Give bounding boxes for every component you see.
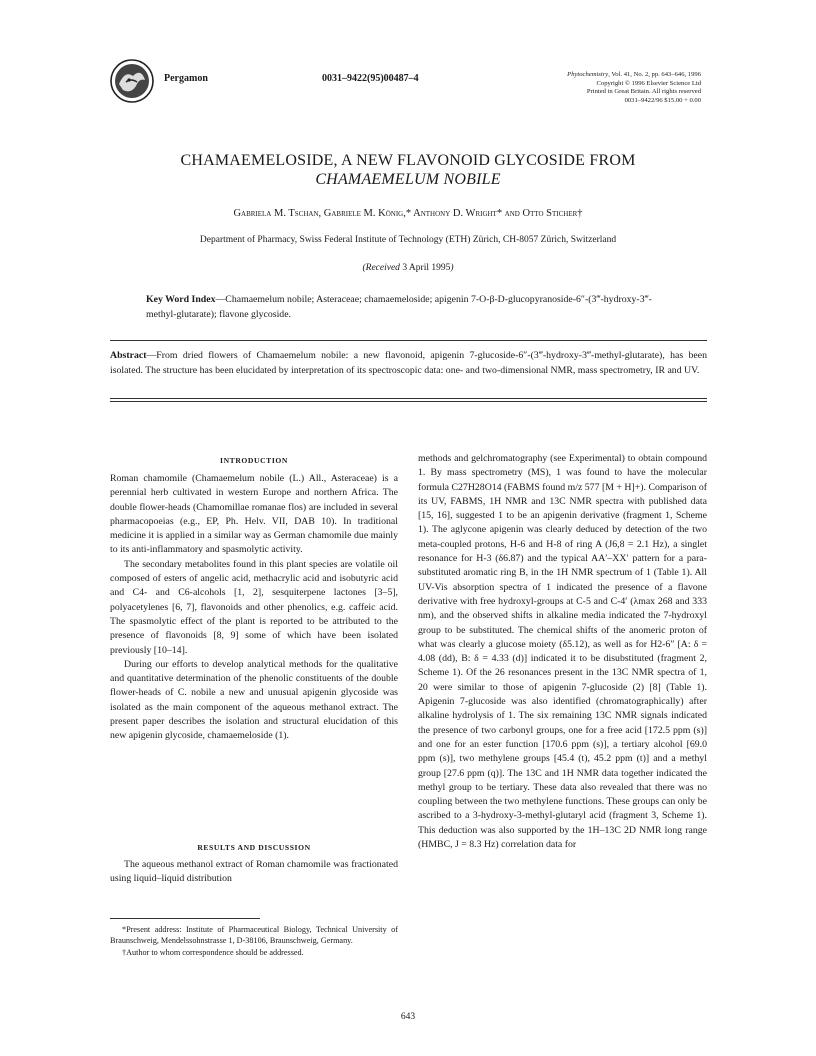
abstract-bottom-rule-2	[110, 401, 707, 402]
keyword-index	[146, 293, 668, 322]
right-column-text	[418, 452, 707, 852]
introduction-text	[110, 472, 398, 744]
title-line-1: CHAMAEMELOSIDE, A NEW FLAVONOID GLYCOSIDE FROM	[180, 152, 636, 169]
pergamon-logo-icon	[109, 58, 155, 104]
title-line-2: CHAMAEMELUM NOBILE	[315, 171, 501, 188]
paragraph: During our efforts to develop analytical methods for the qualitative and quantitative determination of the phenolic constituents of the double flower-heads of C. nobile a new and unusual apigenin glycoside was isolated as the main component of the aqueous methanol extract. The present paper describes the isolation and structural elucidation of this new apigenin glycoside, chamaemeloside (1).	[110, 658, 398, 742]
abstract-top-rule	[110, 340, 707, 341]
footnote: *Present address: Institute of Pharmaceutical Biology, Technical University of Braunschweig, Mendelssohnstrasse 1, D-38106, Braunschweig, Germany.	[110, 925, 398, 946]
article-title	[0, 151, 816, 189]
journal-name: Phytochemistry	[567, 71, 609, 78]
price-line: 0031–9422/96 $15.00 + 0.00	[624, 96, 701, 104]
footnote: †Author to whom correspondence should be addressed.	[122, 947, 304, 957]
copyright-line: Copyright © 1996 Elsevier Science Ltd	[596, 79, 701, 87]
journal-meta	[567, 71, 701, 105]
paragraph: Roman chamomile (Chamaemelum nobile (L.) All., Asteraceae) is a perennial herb cultivated in western Europe and northern Africa. The double flower-heads (Chamomillae romanae flos) are included in several pharmacopoeias (e.g., EP, Ph. Helv. VII, DAB 10). In traditional medicine it is applied in a similar way as German chamomile due mainly to its anti-inflammatory and spasmolytic activity.	[110, 473, 398, 556]
printed-line: Printed in Great Britain. All rights reserved	[586, 88, 701, 96]
affiliation: Department of Pharmacy, Swiss Federal Institute of Technology (ETH) Zürich, CH-8057 Zürich, Switzerland	[199, 235, 617, 245]
page-number: 643	[400, 1012, 416, 1022]
paragraph: The aqueous methanol extract of Roman chamomile was fractionated using liquid–liquid distribution	[110, 859, 398, 885]
keyword-label: Key Word Index	[146, 294, 216, 305]
footnote-rule	[110, 918, 260, 919]
abstract-label: Abstract	[110, 350, 147, 361]
abstract-text: —From dried flowers of Chamaemelum nobile: a new flavonoid, apigenin 7-glucoside-6″-(3‴-hydroxy-3‴-methyl-glutarate), has been isolated. The structure has been elucidated by interpretation of its spectroscopic data: one- and two-dimensional NMR, mass spectrometry, IR and UV.	[110, 350, 707, 376]
section-heading-introduction: INTRODUCTION	[220, 456, 288, 465]
paragraph: methods and gelchromatography (see Experimental) to obtain compound 1. By mass spectrometry (MS), 1 was found to have the molecular formula C27H28O14 (FABMS found m/z 577 [M + H]+). Comparison of its UV, FABMS, 1H NMR and 13C NMR spectra with published data [15, 16], suggested 1 to be an apigenin derivative (fragment 1, Scheme 1). The aglycone apigenin was clearly deduced by detection of the two meta-coupled protons, H-6 and H-8 of ring A (J6,8 = 2.1 Hz), a singlet resonance for H-3 (δ6.87) and the typical AA′–XX′ pattern for a para-substituted aromatic ring B, in the 1H NMR spectrum of 1 (Table 1). All UV-Vis absorption spectra of 1 indicated the presence of a flavone derivative with free hydroxyl-groups at C-5 and C-4′ (λmax 268 and 333 nm), and the observed shifts in alkaline media indicated the 7-hydroxyl group to be substituted. The chemical shifts of the anomeric proton of what was clearly a glucose moiety (δ5.12), as well as for H2-6″ [A: δ = 4.08 (dd), B: δ = 4.33 (d)] indicated it to be disubstituted (fragment 2, Scheme 1). Of the 26 resonances present in the 13C NMR spectra of 1, 20 were similar to those of apigenin 7-glucoside (2) [8] (Table 1). Apigenin 7-glucoside was also identified (chromatographically) after alkaline hydrolysis of 1. The six remaining 13C NMR signals indicated the presence of two carbonyl groups, one for a free acid [172.5 ppm (s)] and one for an ester function [170.6 ppm (s)], a tertiary alcohol [69.0 ppm (s)], two methylene groups [45.4 (t), 45.2 ppm (t)] and a methyl group [27.6 ppm (q)]. The 13C and 1H NMR data together indicated the methyl group to be tertiary. These data also revealed that there was no coupling between the two methylene functions. These groups can only be ascribed to a 3-hydroxy-3-methyl-glutaryl acid (fragment 3, Scheme 1). This deduction was also supported by the 1H–13C 2D NMR long range (HMBC, J = 8.3 Hz) correlation data for	[418, 453, 707, 851]
publisher-name: Pergamon	[164, 73, 208, 84]
received-date: (Received 3 April 1995)	[362, 263, 454, 273]
article-code: 0031–9422(95)00487–4	[322, 73, 419, 84]
abstract-bottom-rule-1	[110, 398, 707, 399]
received-value: 3 April 1995	[402, 263, 451, 273]
received-label: Received	[365, 263, 400, 273]
journal-citation: , Vol. 41, No. 2, pp. 643–646, 1996	[608, 71, 701, 78]
abstract	[110, 349, 707, 378]
keyword-text: —Chamaemelum nobile; Asteraceae; chamaemeloside; apigenin 7-O-β-D-glucopyranoside-6″-(3‴-hydroxy-3‴-methyl-glutarate); flavone glycoside.	[146, 294, 652, 320]
author-list: Gabriela M. Tschan, Gabriele M. König,* Anthony D. Wright* and Otto Sticher†	[233, 208, 583, 219]
results-text	[110, 858, 398, 887]
footnotes	[110, 924, 398, 958]
section-heading-results: RESULTS AND DISCUSSION	[197, 843, 311, 852]
paragraph: The secondary metabolites found in this plant species are volatile oil composed of esters of angelic acid, methacrylic acid and isobutyric acid and C4- and C6-alcohols [1, 2], sesquiterpene lactones [3–5], polyacetylenes [6, 7], flavonoids and other phenolics, e.g. caffeic acid. The spasmolytic effect of the plant is reported to be attributed to the presence of flavonoids [8, 9] some of which have been isolated previously [10–14].	[110, 558, 398, 656]
